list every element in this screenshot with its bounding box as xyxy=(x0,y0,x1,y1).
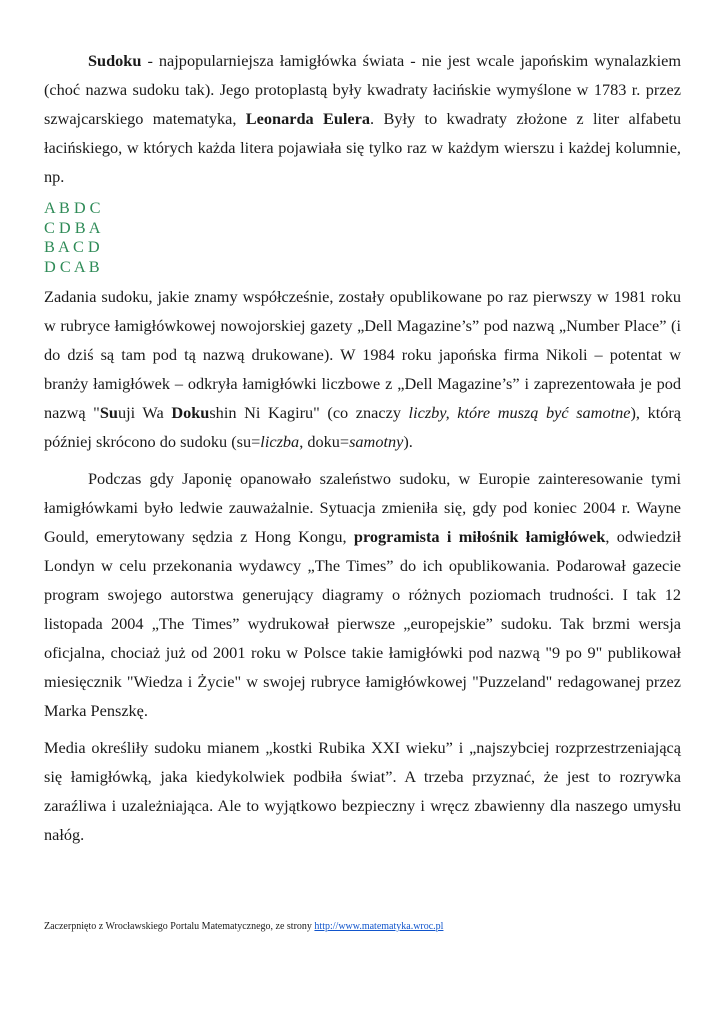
latin-square-row: D C A B xyxy=(44,256,100,276)
latin-square-row: A B D C xyxy=(44,198,101,217)
paragraph-media: Media określiły sudoku mianem „kostki Rubika XXI wieku” i „najszybciej rozprzestrzeniającą się łamigłówką, jaka kiedykolwiek podbiła świat”. A trzeba przyznać, że jest to rozrywka zaraźliwa i uzależniająca. Ale to wyjątkowo bezpieczny i wręcz zbawienny dla naszego umysłu nałóg. xyxy=(44,738,681,844)
paragraph-history: Zadania sudoku, jakie znamy współcześnie, zostały opublikowane po raz pierwszy w 1981 roku w rubryce łamigłówkowej nowojorskiej gazety „Dell Magazine’s” pod nazwą „Number Place” (i do dziś są tam pod tą nazwą drukowane). W 1984 roku japońska firma Nikoli – potentat w branży łamigłówek – odkryła łamigłówki liczbowe z „Dell Magazine’s” i zaprezentowała je pod nazwą "Suuji Wa Dokushin Ni Kagiru" (co znaczy liczby, które muszą być samotne), którą później skrócono do sudoku (su=liczba, doku=samotny). xyxy=(44,287,682,451)
term-sudoku: Sudoku xyxy=(88,51,142,70)
bold-programmer: programista i miłośnik łamigłówek xyxy=(353,527,606,546)
paragraph-intro: Sudoku - najpopularniejsza łamigłówka świata - nie jest wcale japońskim wynalazkiem (choć nazwa sudoku tak). Jego protoplastą były kwadraty łacińskie wymyślone w 1783 r. przez szwajcarskiego matematyka, Leonarda Eulera. Były to kwadraty złożone z liter alfabetu łacińskiego, w których każda litera pojawiała się tylko raz w każdym wierszu i każdej kolumnie, np. xyxy=(44,51,681,186)
paragraph-europe: Podczas gdy Japonię opanowało szaleństwo sudoku, w Europie zainteresowanie tymi łamigłówkami było ledwie zauważalnie. Sytuacja zmieniła się, gdy pod koniec 2004 r. Wayne Gould, emerytowany sędzia z Hong Kongu, programista i miłośnik łamigłówek, odwiedził Londyn w celu przekonania wydawcy „The Times” do ich opublikowania. Podarował gazecie program swojego autorstwa generujący diagramy o różnych poziomach trudności. I tak 12 listopada 2004 „The Times” wydrukował pierwsze „europejskie” sudoku. Tak brzmi wersja oficjalna, chociaż już od 2001 roku w Polsce takie łamigłówki pod nazwą "9 po 9" publikował miesięcznik "Wiedza i Życie" w swojej rubryce łamigłówkowej "Puzzeland" redagowanej przez Marka Penszkę. xyxy=(44,469,682,720)
footer-source: Zaczerpnięto z Wrocławskiego Portalu Matematycznego, ze strony http://www.matematyka.wroc.pl xyxy=(44,921,444,932)
latin-square-example xyxy=(44,198,681,276)
name-euler: Leonarda Eulera xyxy=(245,109,371,128)
latin-square-row: B A C D xyxy=(44,237,100,256)
latin-square-row: C D B A xyxy=(44,217,101,237)
source-link[interactable]: http://www.matematyka.wroc.pl xyxy=(314,921,444,932)
document-body xyxy=(44,46,681,849)
